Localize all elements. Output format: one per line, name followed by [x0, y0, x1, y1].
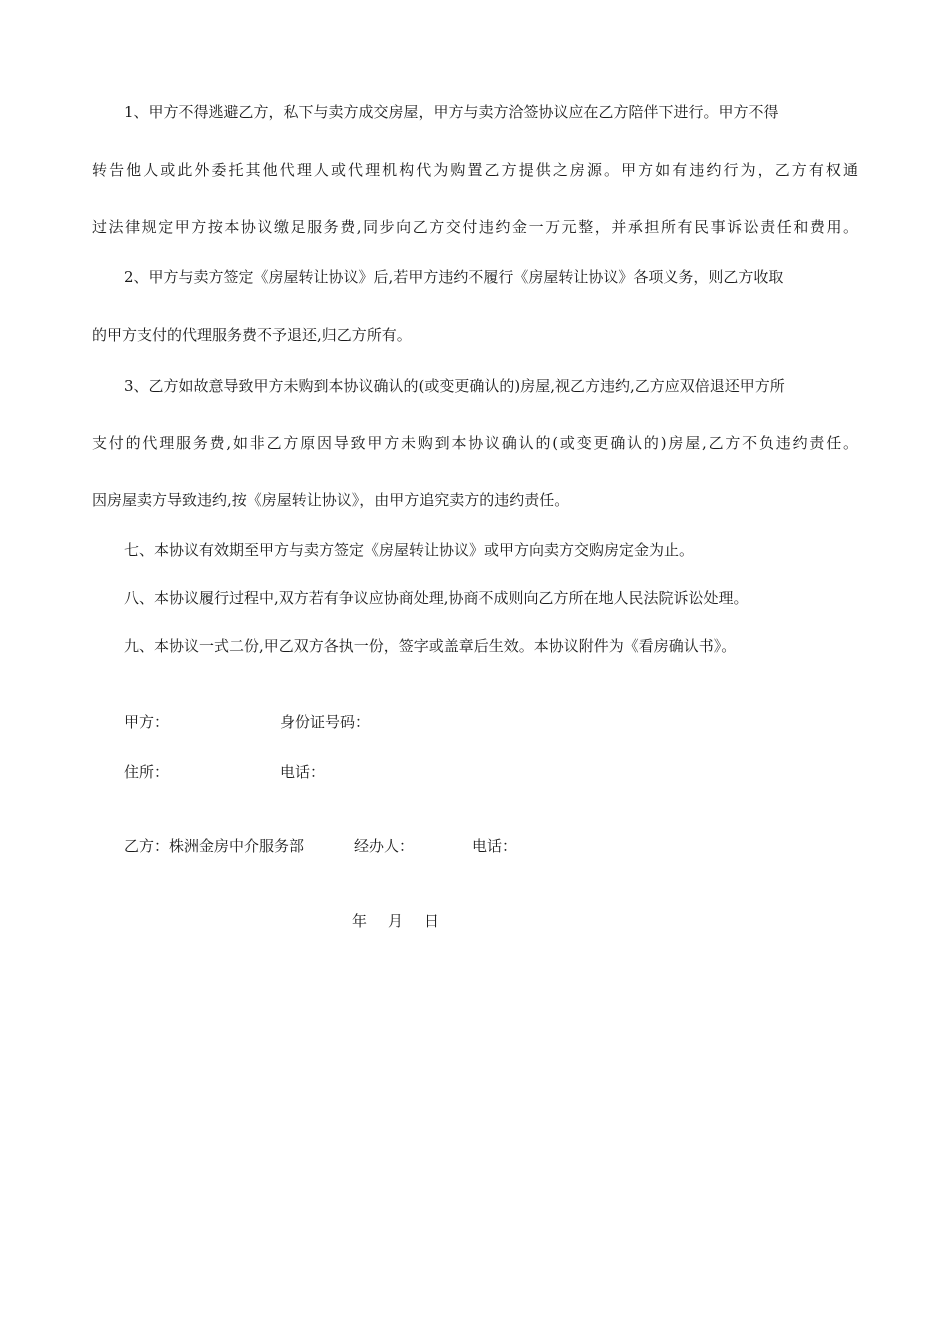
party-b-phone-label: 电话：: [472, 837, 518, 855]
clause-3-line-1: 3、乙方如故意导致甲方未购到本协议确认的(或变更确认的)房屋,视乙方违约,乙方应双倍退还甲方所: [124, 377, 785, 395]
clause-2-line-1: 2、甲方与卖方签定《房屋转让协议》后,若甲方违约不履行《房屋转让协议》各项义务，则乙方收取: [124, 268, 784, 286]
party-b-label: 乙方：株洲金房中介服务部: [124, 837, 305, 855]
party-a-phone-label: 电话：: [280, 763, 326, 781]
clause-3-line-3: 因房屋卖方导致违约,按《房屋转让协议》，由甲方追究卖方的违约责任。: [92, 491, 570, 509]
party-a-label: 甲方：: [124, 713, 170, 731]
clause-9: 九、本协议一式二份,甲乙双方各执一份，签字或盖章后生效。本协议附件为《看房确认书》。: [124, 637, 737, 655]
clause-2-line-2: 的甲方支付的代理服务费不予退还,归乙方所有。: [92, 326, 412, 344]
clause-8: 八、本协议履行过程中,双方若有争议应协商处理,协商不成则向乙方所在地人民法院诉讼处理。: [124, 589, 749, 607]
clause-7: 七、本协议有效期至甲方与卖方签定《房屋转让协议》或甲方向卖方交购房定金为止。: [124, 541, 695, 559]
date-day: 日: [424, 912, 440, 930]
clause-1-line-1: 1、甲方不得逃避乙方，私下与卖方成交房屋，甲方与卖方洽签协议应在乙方陪伴下进行。甲方不得: [124, 103, 779, 121]
date-year: 年: [352, 912, 368, 930]
date-month: 月: [388, 912, 404, 930]
clause-1-line-2: 转告他人或此外委托其他代理人或代理机构代为购置乙方提供之房源。甲方如有违约行为，乙方有权通: [92, 161, 858, 179]
agent-label: 经办人：: [354, 837, 415, 855]
clause-3-line-2: 支付的代理服务费,如非乙方原因导致甲方未购到本协议确认的(或变更确认的)房屋,乙方不负违约责任。: [92, 434, 858, 452]
id-number-label: 身份证号码：: [280, 713, 371, 731]
clause-1-line-3: 过法律规定甲方按本协议缴足服务费,同步向乙方交付违约金一万元整，并承担所有民事诉讼责任和费用。: [92, 218, 858, 236]
address-label: 住所：: [124, 763, 170, 781]
